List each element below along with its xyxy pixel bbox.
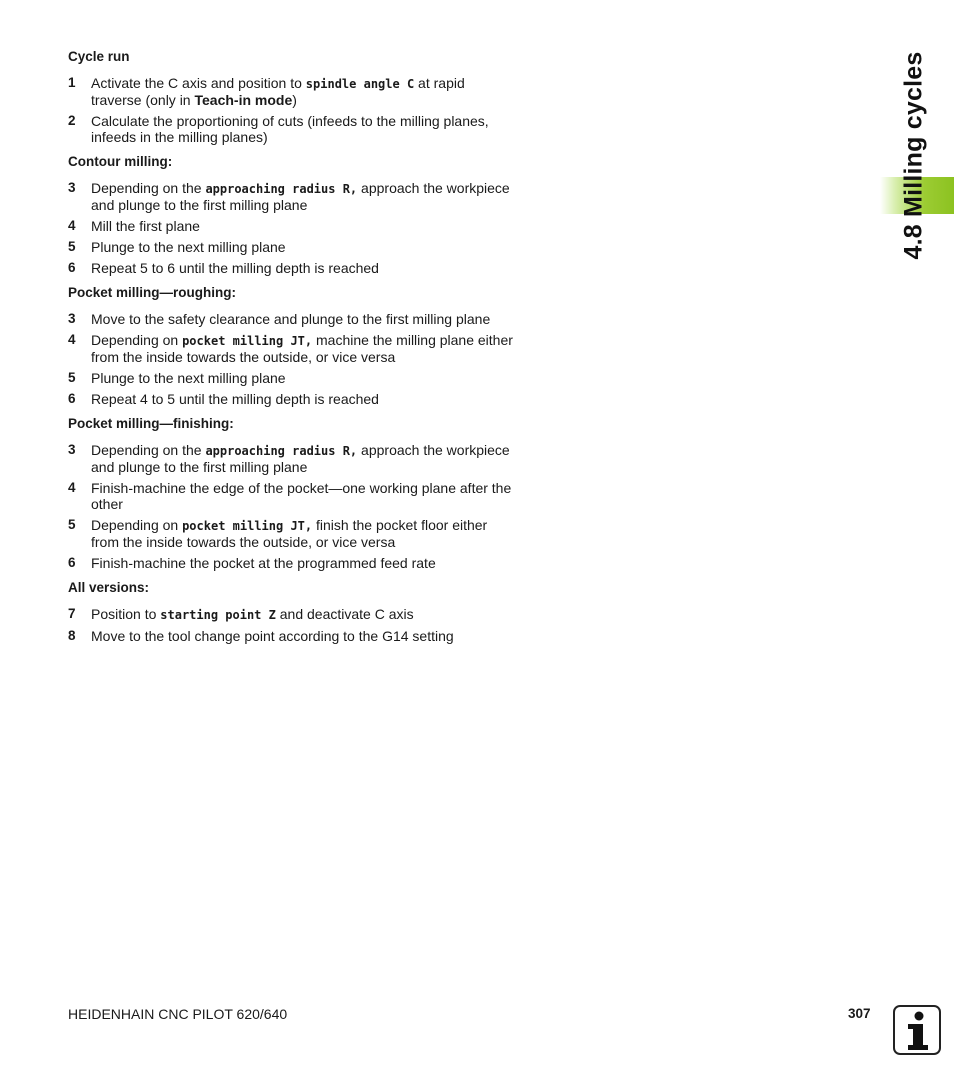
step-text xyxy=(91,113,518,145)
step-number: 6 xyxy=(68,555,76,570)
step-text xyxy=(91,180,518,213)
section xyxy=(68,416,518,571)
info-icon xyxy=(893,1005,941,1055)
step-number: 4 xyxy=(68,480,76,495)
text-run: approach the workpiece and plunge to the first milling plane xyxy=(91,180,510,213)
parameter-name: approaching radius R, xyxy=(205,182,358,196)
text-run: Finish-machine the edge of the pocket—one working plane after the other xyxy=(91,480,512,512)
step-number: 4 xyxy=(68,218,76,233)
step-text xyxy=(91,442,518,475)
step-number: 2 xyxy=(68,113,76,128)
step-number: 5 xyxy=(68,517,76,532)
step-text xyxy=(91,628,518,644)
text-run: Finish-machine the pocket at the programmed feed rate xyxy=(91,555,436,571)
text-run: Mill the first plane xyxy=(91,218,200,234)
step-number: 6 xyxy=(68,260,76,275)
chapter-title-text: 4.8 Milling cycles xyxy=(899,51,928,259)
step-item xyxy=(68,517,518,550)
step-number: 6 xyxy=(68,391,76,406)
step-text xyxy=(91,517,518,550)
text-run: approach the workpiece and plunge to the first milling plane xyxy=(91,442,510,475)
section-heading: All versions: xyxy=(68,580,150,595)
parameter-name: approaching radius R, xyxy=(205,444,358,458)
step-text xyxy=(91,606,518,623)
text-run: Move to the safety clearance and plunge to the first milling plane xyxy=(91,311,491,327)
step-text xyxy=(91,311,518,327)
text-run: Plunge to the next milling plane xyxy=(91,370,286,386)
parameter-name: starting point Z xyxy=(160,608,276,622)
step-text xyxy=(91,480,518,512)
emphasis-text: Teach-in mode xyxy=(194,92,293,108)
footer-product: HEIDENHAIN CNC PILOT 620/640 xyxy=(68,1006,288,1022)
page-number: 307 xyxy=(848,1006,871,1021)
text-run: finish the pocket floor either from the inside towards the outside, or vice versa xyxy=(91,517,488,550)
section-heading: Pocket milling—finishing: xyxy=(68,416,234,431)
step-number: 3 xyxy=(68,311,76,326)
step-number: 7 xyxy=(68,606,76,621)
section xyxy=(68,285,518,407)
section-heading: Contour milling: xyxy=(68,154,173,169)
parameter-name: pocket milling JT, xyxy=(182,519,313,533)
step-item xyxy=(68,75,518,108)
section-heading: Pocket milling—roughing: xyxy=(68,285,236,300)
chapter-title xyxy=(896,50,932,260)
step-item xyxy=(68,370,518,386)
text-run: Depending on xyxy=(91,517,183,533)
text-run: at rapid traverse (only in xyxy=(91,75,465,108)
step-text xyxy=(91,218,518,234)
step-text xyxy=(91,332,518,365)
section xyxy=(68,154,518,276)
step-item xyxy=(68,606,518,623)
text-run: Move to the tool change point according to the G14 setting xyxy=(91,628,454,644)
step-item xyxy=(68,332,518,365)
text-run: Activate the C axis and position to xyxy=(91,75,306,91)
step-item xyxy=(68,218,518,234)
step-number: 4 xyxy=(68,332,76,347)
step-item xyxy=(68,628,518,644)
step-number: 3 xyxy=(68,442,76,457)
section-heading: Cycle run xyxy=(68,49,130,64)
text-run: and deactivate C axis xyxy=(275,606,414,622)
text-run: Depending on xyxy=(91,332,183,348)
step-item xyxy=(68,311,518,327)
step-text xyxy=(91,75,518,108)
step-item xyxy=(68,480,518,512)
step-item xyxy=(68,555,518,571)
parameter-name: pocket milling JT, xyxy=(182,334,313,348)
step-text xyxy=(91,260,518,276)
text-run: Position to xyxy=(91,606,161,622)
step-number: 5 xyxy=(68,370,76,385)
section xyxy=(68,49,518,145)
text-run: Depending on the xyxy=(91,442,206,458)
parameter-name: spindle angle C xyxy=(305,77,415,91)
text-run: Plunge to the next milling plane xyxy=(91,239,286,255)
step-text xyxy=(91,239,518,255)
step-item xyxy=(68,391,518,407)
text-run: Repeat 5 to 6 until the milling depth is reached xyxy=(91,260,379,276)
section xyxy=(68,580,518,644)
step-text xyxy=(91,555,518,571)
text-run: ) xyxy=(292,92,297,108)
step-number: 5 xyxy=(68,239,76,254)
text-run: Repeat 4 to 5 until the milling depth is reached xyxy=(91,391,379,407)
step-item xyxy=(68,239,518,255)
step-text xyxy=(91,391,518,407)
step-item xyxy=(68,180,518,213)
text-run: Depending on the xyxy=(91,180,206,196)
step-text xyxy=(91,370,518,386)
step-number: 3 xyxy=(68,180,76,195)
text-run: machine the milling plane either from the inside towards the outside, or vice versa xyxy=(91,332,513,365)
step-item xyxy=(68,442,518,475)
step-number: 1 xyxy=(68,75,76,90)
main-content xyxy=(68,49,518,653)
step-number: 8 xyxy=(68,628,76,643)
step-item xyxy=(68,113,518,145)
step-item xyxy=(68,260,518,276)
text-run: Calculate the proportioning of cuts (infeeds to the milling planes, infeeds in the milling planes) xyxy=(91,113,489,145)
